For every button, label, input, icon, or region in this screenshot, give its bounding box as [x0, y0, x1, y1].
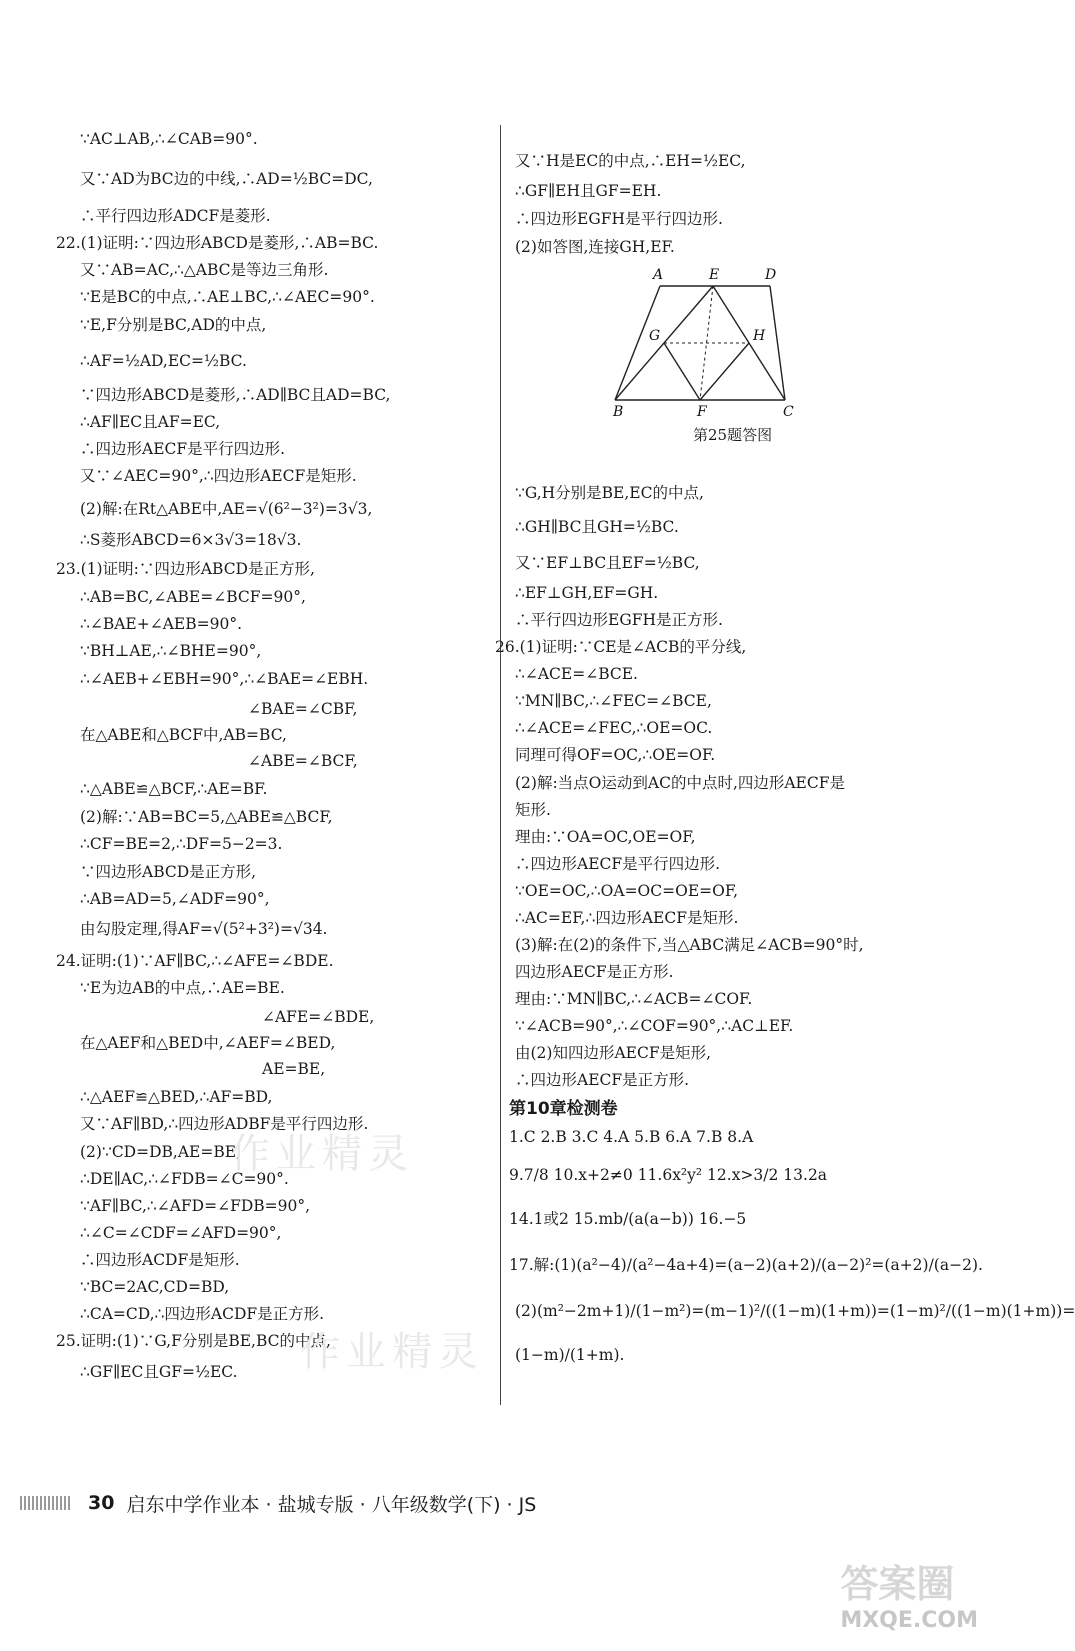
text-line: ∵E为边AB的中点,∴AE=BE. [80, 979, 285, 997]
segment-hf [700, 343, 749, 400]
text-line: 理由:∵OA=OC,OE=OF, [515, 828, 696, 846]
text-line: ∴∠C=∠CDF=∠AFD=90°, [80, 1224, 282, 1242]
answer-line: 14.1或2 15.mb/(a(a−b)) 16.−5 [509, 1210, 747, 1228]
text-line: ∵BC=2AC,CD=BD, [80, 1278, 230, 1296]
text-line: ∵G,H分别是BE,EC的中点, [515, 484, 704, 502]
text-line: ∴∠ACE=∠BCE. [515, 665, 638, 683]
text-line: 由(2)知四边形AECF是矩形, [515, 1044, 712, 1062]
text-line: (3)解:在(2)的条件下,当△ABC满足∠ACB=90°时, [515, 936, 864, 954]
text-line: ∴四边形ACDF是矩形. [80, 1251, 240, 1269]
page-number: 30 [88, 1492, 115, 1514]
section-heading: 第10章检测卷 [509, 1099, 618, 1119]
text-line: 24.证明:(1)∵AF∥BC,∴∠AFE=∠BDE. [56, 952, 334, 970]
text-line: (2)如答图,连接GH,EF. [515, 238, 675, 256]
text-line: ∴GF∥EC且GF=½EC. [80, 1363, 238, 1381]
text-line: ∴CF=BE=2,∴DF=5−2=3. [80, 835, 283, 853]
answer-line: 9.7/8 10.x+2≠0 11.6x²y² 12.x>3/2 13.2a [509, 1166, 828, 1184]
text-line: ∴EF⊥GH,EF=GH. [515, 584, 659, 602]
text-line: 22.(1)证明:∵四边形ABCD是菱形,∴AB=BC. [56, 234, 379, 252]
text-line: 又∵AF∥BD,∴四边形ADBF是平行四边形. [80, 1115, 369, 1133]
text-line: ∵四边形ABCD是正方形, [80, 863, 257, 881]
label-a: A [653, 267, 664, 283]
text-line: 25.证明:(1)∵G,F分别是BE,BC的中点, [56, 1332, 331, 1350]
text-line: ∵AC⊥AB,∴∠CAB=90°. [80, 130, 258, 148]
text-line: ∴四边形AECF是平行四边形. [515, 855, 721, 873]
label-b: B [613, 404, 624, 420]
text-line: (2)∵CD=DB,AE=BE, [80, 1143, 241, 1161]
text-line: ∵OE=OC,∴OA=OC=OE=OF, [515, 882, 739, 900]
text-line: 在△AEF和△BED中,∠AEF=∠BED, [80, 1034, 336, 1052]
answer-line: (2)(m²−2m+1)/(1−m²)=(m−1)²/((1−m)(1+m))=(1−m)²/((1−m)(1+m))= [515, 1302, 1075, 1320]
text-line: ∴平行四边形ADCF是菱形. [80, 207, 271, 225]
text-line: 在△ABE和△BCF中,AB=BC, [80, 726, 287, 744]
text-line: ∠AFE=∠BDE, [262, 1008, 375, 1026]
site-watermark [840, 1553, 978, 1633]
text-line: ∴DE∥AC,∴∠FDB=∠C=90°. [80, 1170, 289, 1188]
text-line: ∴四边形AECF是正方形. [515, 1071, 690, 1089]
text-line: (2)解:当点O运动到AC的中点时,四边形AECF是 [515, 774, 845, 792]
text-line: 又∵AD为BC边的中线,∴AD=½BC=DC, [80, 170, 373, 188]
geometry-figure [615, 268, 815, 418]
text-line: ∵MN∥BC,∴∠FEC=∠BCE, [515, 692, 712, 710]
label-e: E [709, 267, 720, 283]
text-line: ∵E,F分别是BC,AD的中点, [80, 316, 267, 334]
text-line: ∵BH⊥AE,∴∠BHE=90°, [80, 642, 262, 660]
text-line: ∴AB=AD=5,∠ADF=90°, [80, 890, 270, 908]
text-line: 同理可得OF=OC,∴OE=OF. [515, 746, 716, 764]
text-line: ∴四边形AECF是平行四边形. [80, 440, 286, 458]
text-line: 又∵EF⊥BC且EF=½BC, [515, 554, 700, 572]
watermark-logo-icon: 答案圈 [840, 1562, 955, 1606]
text-line: 23.(1)证明:∵四边形ABCD是正方形, [56, 560, 315, 578]
text-line: 理由:∵MN∥BC,∴∠ACB=∠COF. [515, 990, 753, 1008]
text-line: 又∵H是EC的中点,∴EH=½EC, [515, 152, 746, 170]
label-f: F [697, 404, 707, 420]
segment-dc [770, 286, 785, 400]
watermark-text: 作业精灵 [230, 1131, 414, 1177]
text-line: ∴△ABE≌△BCF,∴AE=BF. [80, 780, 268, 798]
answer-line: (1−m)/(1+m). [515, 1346, 625, 1364]
text-line: ∴△AEF≌△BED,∴AF=BD, [80, 1088, 273, 1106]
text-line: ∵AF∥BC,∴∠AFD=∠FDB=90°, [80, 1197, 311, 1215]
text-line: 矩形. [515, 801, 551, 819]
answer-line: 17.解:(1)(a²−4)/(a²−4a+4)=(a−2)(a+2)/(a−2)²=(a+2)/(a−2). [509, 1256, 983, 1274]
text-line: ∠BAE=∠CBF, [248, 700, 358, 718]
text-line: 由勾股定理,得AF=√(5²+3²)=√34. [80, 920, 328, 938]
text-line: (2)解:在Rt△ABE中,AE=√(6²−3²)=3√3, [80, 500, 373, 518]
label-d: D [765, 267, 777, 283]
label-g: G [649, 328, 661, 344]
text-line: ∴平行四边形EGFH是正方形. [515, 611, 723, 629]
text-line: ∴∠BAE+∠AEB=90°. [80, 615, 243, 633]
answer-line: 1.C 2.B 3.C 4.A 5.B 6.A 7.B 8.A [509, 1128, 754, 1146]
label-h: H [753, 328, 766, 344]
figure-caption: 第25题答图 [693, 426, 773, 444]
text-line: 又∵∠AEC=90°,∴四边形AECF是矩形. [80, 467, 357, 485]
text-line: ∴GH∥BC且GH=½BC. [515, 518, 679, 536]
text-line: (2)解:∵AB=BC=5,△ABE≌△BCF, [80, 808, 333, 826]
text-line: ∴AB=BC,∠ABE=∠BCF=90°, [80, 588, 306, 606]
text-line: ∴GF∥EH且GF=EH. [515, 182, 662, 200]
footer-decoration [20, 1496, 70, 1510]
label-c: C [783, 404, 794, 420]
text-line: ∠ABE=∠BCF, [248, 752, 358, 770]
segment-gf [664, 343, 700, 400]
text-line: ∴AF=½AD,EC=½BC. [80, 352, 247, 370]
column-divider [500, 125, 501, 1405]
text-line: ∵E是BC的中点,∴AE⊥BC,∴∠AEC=90°. [80, 288, 375, 306]
watermark-site: MXQE.COM [840, 1608, 978, 1633]
page-footer [20, 1488, 536, 1518]
text-line: 四边形AECF是正方形. [515, 963, 674, 981]
book-title: 启东中学作业本 · 盐城专版 · 八年级数学(下) · JS [126, 1493, 537, 1516]
text-line: ∵四边形ABCD是菱形,∴AD∥BC且AD=BC, [80, 386, 391, 404]
text-line: ∴∠AEB+∠EBH=90°,∴∠BAE=∠EBH. [80, 670, 369, 688]
text-line: ∴四边形EGFH是平行四边形. [515, 210, 723, 228]
watermark-text: 作业精灵 [300, 1329, 484, 1375]
text-line: ∴∠ACE=∠FEC,∴OE=OC. [515, 719, 713, 737]
text-line: 26.(1)证明:∵CE是∠ACB的平分线, [495, 638, 747, 656]
text-line: 又∵AB=AC,∴△ABC是等边三角形. [80, 261, 329, 279]
text-line: ∵∠ACB=90°,∴∠COF=90°,∴AC⊥EF. [515, 1017, 794, 1035]
text-line: ∴AF∥EC且AF=EC, [80, 413, 221, 431]
text-line: ∴S菱形ABCD=6×3√3=18√3. [80, 531, 302, 549]
text-line: ∴CA=CD,∴四边形ACDF是正方形. [80, 1305, 325, 1323]
text-line: AE=BE, [262, 1060, 326, 1078]
text-line: ∴AC=EF,∴四边形AECF是矩形. [515, 909, 739, 927]
